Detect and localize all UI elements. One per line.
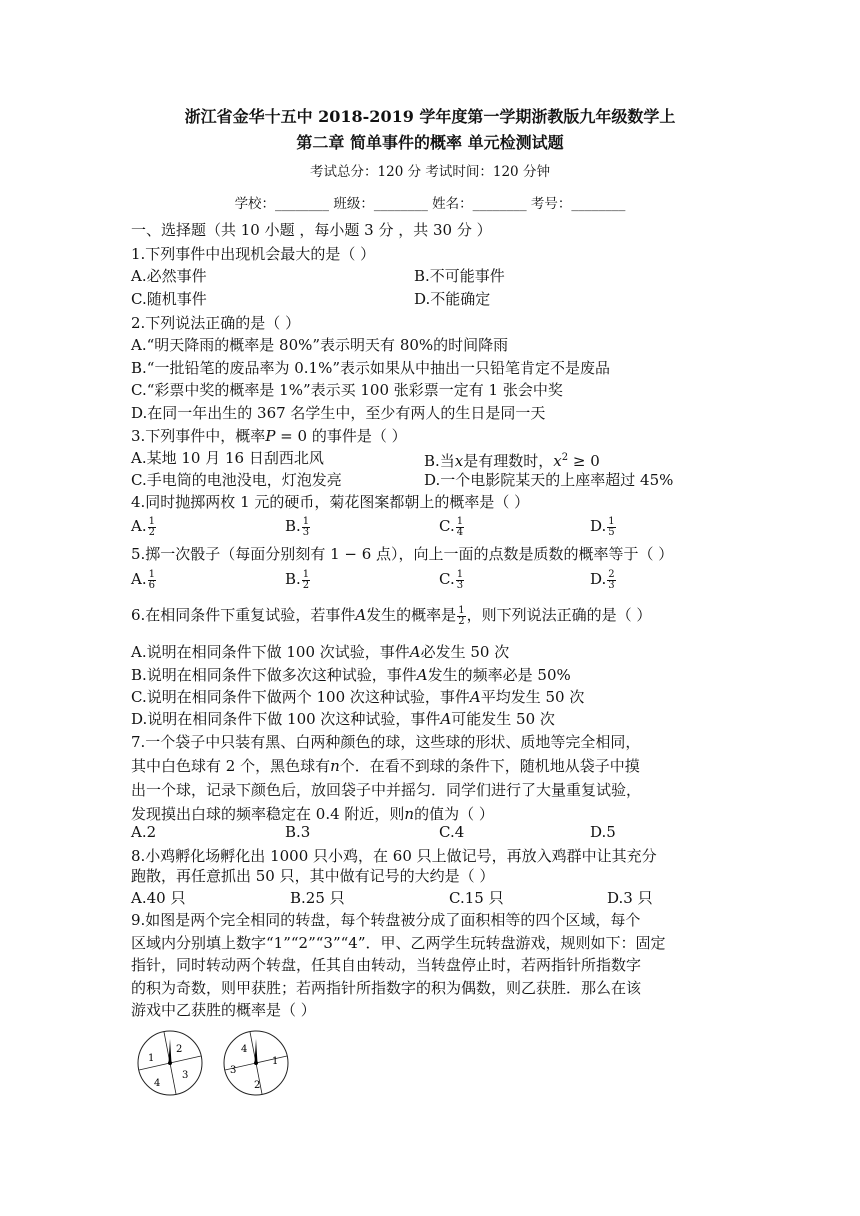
q2-option-c: C.“彩票中奖的概率是 1%”表示买 100 张彩票一定有 1 张会中奖 [131, 381, 563, 399]
q7-option-d: D.5 [590, 823, 616, 841]
q9-stem-line5: 游戏中乙获胜的概率是（ ） [131, 1001, 316, 1019]
spinner-left-figure [130, 1030, 210, 1096]
spinner-pivot [168, 1061, 172, 1065]
q7-option-c: C.4 [439, 823, 465, 841]
q2-option-d: D.在同一年出生的 367 名学生中，至少有两人的生日是同一天 [131, 404, 546, 422]
exam-title-line2: 第二章 简单事件的概率 单元检测试题 [296, 133, 564, 152]
q1-stem: 1.下列事件中出现机会最大的是（ ） [131, 245, 376, 263]
fraction: $\frac{1}{5}$ [608, 515, 615, 538]
fraction: $\frac{1}{3}$ [456, 568, 464, 591]
q4-option-a: A. $\frac{1}{2}$ [131, 515, 155, 538]
fraction: $\frac{1}{6}$ [148, 568, 155, 591]
q5-option-c: C. $\frac{1}{3}$ [439, 568, 464, 591]
fraction: $\frac{1}{3}$ [302, 515, 310, 538]
q4-option-b: B. $\frac{1}{3}$ [285, 515, 310, 538]
q9-stem-line1: 9.如图是两个完全相同的转盘，每个转盘被分成了面积相等的四个区域，每个 [131, 911, 641, 929]
q8-option-b: B.25 只 [290, 889, 345, 907]
q2-option-a: A.“明天降雨的概率是 80%”表示明天有 80%的时间降雨 [131, 336, 509, 354]
q5-option-d: D. $\frac{2}{3}$ [590, 568, 615, 591]
q8-option-a: A.40 只 [131, 889, 186, 907]
q4-option-c: C. $\frac{1}{4}$ [439, 515, 464, 538]
q1-option-a: A.必然事件 [131, 267, 207, 285]
q7-stem-line1: 7.一个袋子中只装有黑、白两种颜色的球，这些球的形状、质地等完全相同， [131, 733, 641, 751]
q8-stem-line2: 跑散，再任意抓出 50 只，其中做有记号的大约是（ ） [131, 867, 495, 885]
q6-stem: 6.在相同条件下重复试验，若事件A发生的概率是 $\frac{1}{2}$ ，则下列说法正确的是（ ） [131, 604, 652, 627]
q3-option-b: B.当x是有理数时，$x^2 \ge 0$ [424, 452, 600, 470]
fraction: $\frac{2}{3}$ [608, 568, 615, 591]
spinner-number: 1 [272, 1056, 279, 1067]
q3-stem: 3.下列事件中，概率P = 0 的事件是（ ） [131, 427, 407, 445]
q7-option-b: B.3 [285, 823, 311, 841]
fraction: $\frac{1}{2}$ [148, 515, 155, 538]
q2-option-b: B.“一批铅笔的废品率为 0.1%”表示如果从中抽出一只铅笔肯定不是废品 [131, 359, 611, 377]
section-heading: 一、选择题（共 10 小题 ，每小题 3 分 ，共 30 分 ） [131, 221, 492, 239]
q7-option-a: A.2 [131, 823, 157, 841]
exam-info: 考试总分：120 分 考试时间：120 分钟 [310, 164, 550, 180]
spinner-pivot [254, 1061, 258, 1065]
q3-option-c: C.手电筒的电池没电，灯泡发亮 [131, 471, 342, 489]
q5-option-b: B. $\frac{1}{2}$ [285, 568, 310, 591]
exam-title-line1: 浙江省金华十五中 2018-2019 学年度第一学期浙教版九年级数学上 [184, 107, 676, 126]
q1-option-c: C.随机事件 [131, 290, 207, 308]
spinner-right-figure [216, 1030, 296, 1096]
q8-stem-line1: 8.小鸡孵化场孵化出 1000 只小鸡，在 60 只上做记号，再放入鸡群中让其充分 [131, 847, 657, 865]
q3-option-d: D.一个电影院某天的上座率超过 45% [424, 471, 674, 489]
q8-option-d: D.3 只 [607, 889, 653, 907]
spinner-number: 3 [182, 1070, 189, 1081]
q7-stem-line2: 其中白色球有 2 个，黑色球有n个．在看不到球的条件下，随机地从袋子中摸 [131, 757, 640, 775]
q2-stem: 2.下列说法正确的是（ ） [131, 314, 301, 332]
spinner-number: 4 [154, 1078, 161, 1089]
q6-option-a: A.说明在相同条件下做 100 次试验，事件A必发生 50 次 [131, 643, 510, 661]
q9-stem-line2: 区域内分别填上数字“1”“2”“3”“4”．甲、乙两学生玩转盘游戏，规则如下：固定 [131, 934, 666, 952]
student-info-fields: 学校：________ 班级：________ 姓名：________ 考号：________ [234, 196, 626, 212]
spinner-pointer-icon [169, 1039, 172, 1063]
spinner-number: 4 [241, 1044, 248, 1055]
q1-option-d: D.不能确定 [414, 290, 491, 308]
q1-option-b: B.不可能事件 [414, 267, 505, 285]
spinner-number: 2 [254, 1080, 261, 1091]
q9-stem-line3: 指针，同时转动两个转盘，任其自由转动，当转盘停止时，若两指针所指数字 [131, 956, 642, 974]
spinner-number: 1 [148, 1053, 155, 1064]
q3-option-a: A.某地 10 月 16 日刮西北风 [131, 449, 324, 467]
spinner-number: 2 [176, 1044, 183, 1055]
q5-stem: 5.掷一次骰子（每面分别刻有 1 − 6 点），向上一面的点数是质数的概率等于（ ） [131, 545, 674, 563]
q5-option-a: A. $\frac{1}{6}$ [131, 568, 155, 591]
q6-option-c: C.说明在相同条件下做两个 100 次这种试验，事件A平均发生 50 次 [131, 688, 585, 706]
q7-stem-line3: 出一个球，记录下颜色后，放回袋子中并摇匀．同学们进行了大量重复试验， [131, 781, 642, 799]
q4-stem: 4.同时抛掷两枚 1 元的硬币，菊花图案都朝上的概率是（ ） [131, 493, 530, 511]
fraction: $\frac{1}{2}$ [458, 604, 465, 627]
spinner-number: 3 [230, 1065, 237, 1076]
fraction: $\frac{1}{2}$ [302, 568, 310, 591]
q8-option-c: C.15 只 [449, 889, 504, 907]
q6-option-d: D.说明在相同条件下做 100 次这种试验，事件A可能发生 50 次 [131, 710, 555, 728]
spinner-pointer-icon [255, 1039, 258, 1063]
q6-option-b: B.说明在相同条件下做多次这种试验，事件A发生的频率必是 50% [131, 666, 571, 684]
q7-stem-line4: 发现摸出白球的频率稳定在 0.4 附近，则n的值为（ ） [131, 805, 494, 823]
q4-option-d: D. $\frac{1}{5}$ [590, 515, 615, 538]
fraction: $\frac{1}{4}$ [456, 515, 464, 538]
q9-stem-line4: 的积为奇数，则甲获胜；若两指针所指数字的积为偶数，则乙获胜．那么在该 [131, 979, 642, 997]
